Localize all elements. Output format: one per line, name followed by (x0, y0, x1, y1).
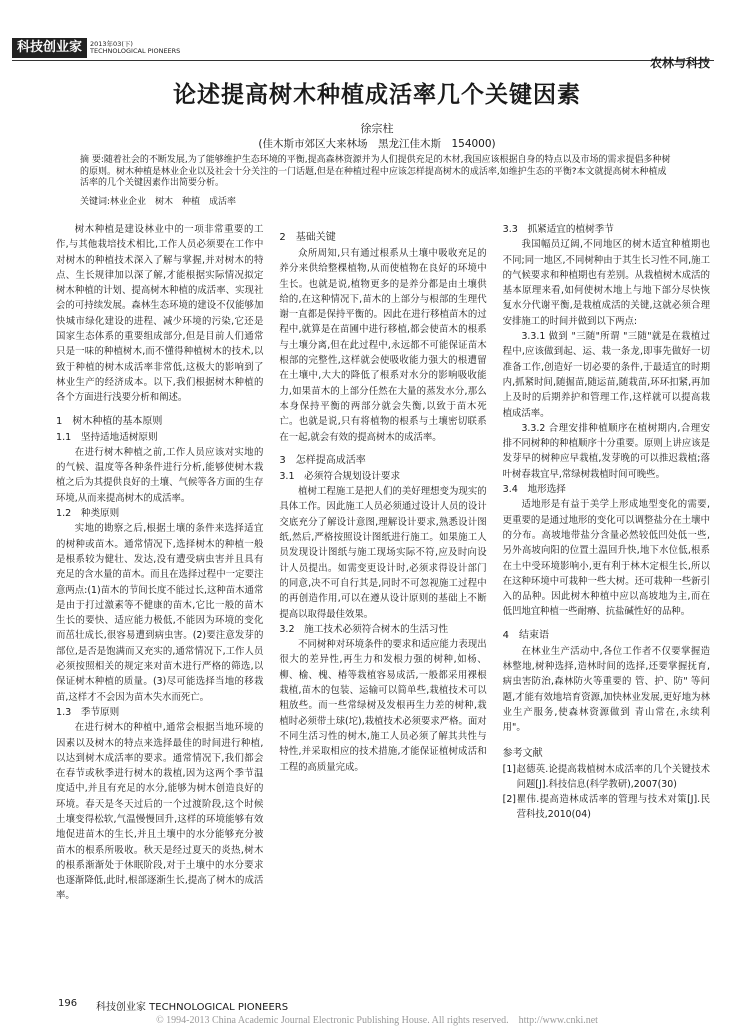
article-affiliation: (佳木斯市郊区大来林场 黑龙江佳木斯 154000) (258, 138, 496, 150)
section-heading: 4 结束语 (502, 629, 550, 641)
paragraph: 实地的勘察之后,根据土壤的条件来选择适宜的树种或苗木。通常情况下,选择树木的种植一般是根系较为健壮、发达,没有遭受病虫害并且具有充足的含水量的苗木。而且在选择过程中一定要注意两点:(1)苗木的节间长度不能过长,这种苗木通常是由于打过激素等不健康的苗木,它比一般的苗木生长的要快、适应能力极低,不能因为环境的变化而茁壮成长,很容易遭到病虫害。(2)要注意发芽的部位,是否是饱满而又充实的,通常情况下,工作人员必须按照相关的规定来对苗木进行严格的筛选,以保证树木种植的质量。(3)尽可能选择当地的移栽苗,这样才不会因为苗木失水而死亡。 (56, 523, 264, 703)
paragraph: 在林业生产活动中,各位工作者不仅要掌握造林整地,树种选择,造林时间的选择,还要掌握抚育,病虫害防治,森林防火等重要的 管、护、防" 等问题,才能有效地培育资源,加快林业发展,更好地为林业生产服务,使森林资源做到 青山常在,永续利用"。 (502, 645, 710, 734)
paragraph: 不同树种对环境条件的要求和适应能力表现出很大的差异性,再生力和发根力强的树种,如杨、柳、榆、槐、椿等栽植容易成活,一般都采用裸根栽植,苗木的包装、运输可以简单些,栽植技术可以粗放些。而一些常绿树及发根再生力差的树种,栽植时必须带土球(坨),栽植技术必须要求严格。面对不同生活习性的树木,施工人员必须了解其共性与特性,并采取相应的技术措施,才能保证植树成活和工程的高质量完成。 (279, 639, 487, 773)
column-1 (56, 222, 263, 982)
header-rule (12, 60, 714, 61)
column-2 (279, 222, 486, 982)
paragraph: 树木种植是建设林业中的一项非常重要的工作,与其他栽培技术相比,工作人员必须要在工作中对树木的种植技术深入了解与掌握,并对树木的特点、生长规律加以深了解,才能根据实际情况拟定树木种植的计划、提高树木种植的成活率、实现社会的可持续发展。森林生态环境的建设不仅能够加快城市绿化建设的进程、减少环境的污染,它还是国家生态体系的重要组成部分,但是目前人们通常只是一味的种植树木,而不懂得种植树木的技术,以致于种植的树木成活率非常低,这极大的影响到了林业生产的经济成本。以下,我们根据树木种植的各个方面进行浅要分析和阐述。 (56, 224, 264, 404)
section-label: 农林与科技 (649, 56, 710, 70)
section-heading: 3 怎样提高成活率 (279, 454, 366, 466)
paragraph: 植树工程施工是把人们的美好理想变为现实的具体工作。因此施工人员必须通过设计人员的设计交底充分了解设计意图,理解设计要求,熟悉设计图纸,然后,严格按照设计图纸进行施工。如果施工人员发现设计图纸与施工现场实际不符,应及时向设计人员提出。如需变更设计时,必须求得设计部门的同意,决不可自行其是,同时不可忽视施工过程中的再创造作用,可以在遵从设计原则的基础上不断提高以取得最佳效果。 (279, 486, 487, 620)
article-author: 徐宗柱 (360, 122, 394, 135)
reference-item (503, 762, 710, 793)
paragraph: 适地形是有益于美学上形成地型变化的需要,更重要的是通过地形的变化可以调整盐分在土壤中的分布。高坡地带盐分含量必然较低凹处低一些,另外高坡向阳的位置土温回升快,地下水位低,根系在土中受环境影响小,更有利于林木定根生长,所以在这种环境中可栽种一些大树。还可栽种一些新引入的品种。因此树木种植中应以高坡地为主,而在低凹地宜种植一些耐瘠、抗盐碱性好的品种。 (502, 499, 710, 618)
subsection-heading: 3.3 抓紧适宜的植树季节 (502, 224, 614, 235)
reference-text: 瞿伟.提高造林成活率的管理与技术对策[J].民营科技,2010(04) (516, 794, 710, 821)
paragraph: 3.3.1 做到 "三随"所谓 "三随"就是在栽植过程中,应该做到起、运、栽一条龙,即事先做好一切准备工作,创造好一切必要的条件,于最适宜的时期内,抓紧时间,随掘苗,随运苗,随栽苗,环环扣紧,再加上及时的后期养护和管理工作,这样就可以提高栽植成活率。 (502, 331, 710, 419)
article-abstract: 摘 要:随着社会的不断发展,为了能够维护生态环境的平衡,提高森林资源并为人们提供充足的木材,我国应该根据自身的特点以及市场的需求提倡多种树的原则。树木种植是林业企业以及社会十分关注的一门话题,但是在种植过程中应该怎样提高树木的成活率,如维护生态的平衡?本文就提高树木种植成活率的几个关键因素作出简要分析。 (80, 155, 671, 188)
column-3 (503, 222, 710, 982)
subsection-heading: 1.1 坚持适地适树原则 (56, 431, 158, 443)
magazine-logo: 科技创业家 (12, 38, 87, 58)
page-number: 196 (58, 998, 78, 1009)
copyright-notice: © 1994-2013 China Academic Journal Electronic Publishing House. All rights reserved. http://www.cnki.net (156, 1015, 598, 1026)
paragraph: 在进行树木种植之前,工作人员应该对实地的的气候、温度等各种条件进行分析,能够使树木栽植之后为其提供良好的土壤、气候等各方面的生存环境,从而来提高树木的成活率。 (56, 446, 264, 504)
reference-number: [1] (502, 763, 516, 775)
section-heading: 2 基础关键 (279, 232, 336, 243)
subsection-heading: 1.3 季节原则 (56, 706, 120, 718)
article-keywords: 关键词:林业企业 树木 种植 成活率 (80, 197, 237, 207)
subsection-heading: 3.2 施工技术必须符合树木的生活习性 (279, 623, 449, 635)
footer-magazine: 科技创业家 TECHNOLOGICAL PIONEERS (96, 1002, 289, 1013)
paragraph: 在进行树木的种植中,通常会根据当地环境的因素以及树木的特点来选择最佳的时间进行种植,以达到树木成活率的要求。通常情况下,我们都会在春节或秋季进行树木的栽植,因为这两个季节温度适中,并且有充足的水分,能够为树木创造良好的环境。春天是冬天过后的一个过渡阶段,这个时候土壤变得松软,气温慢慢回升,这样的环境能够有效地促进苗木的生长,并且土壤中的水分能够充分被苗木的根系所吸收。秋天是经过夏天的炎热,树木的根系渐渐处于休眠阶段,对于土壤中的水分要求也逐渐降低,此时,根部逐渐生长,提高了树木的成活率。 (56, 722, 264, 902)
reference-number: [2] (502, 794, 516, 806)
issue-label: 2013年03(下) (90, 40, 133, 48)
paragraph: 众所周知,只有通过根系从土壤中吸收充足的养分来供给整棵植物,从而使植物在良好的环境中生长。也就是说,植物更多的是养分都是由土壤供给的,在这种情况下,苗木的上部分与根部的生理代谢一直都是保持平衡的。因此在进行移植苗木的过程中,就算是在苗圃中进行移植,都会使苗木的根系与土壤分离,但在此过程中,永远都不可能保证苗木根部的完整性,这样就会使吸收能力强大的根遭留在土壤中,大大的降低了根系对水分的影响吸收能力,如果苗木的上部分任然在大量的蒸发水分,那么本身保持平衡的两部分就会失衡,以致于苗木死亡。也就是说,只有将植物的根系与土壤密切联系在一起,就会有效的提高树木的成活率。 (279, 248, 487, 443)
article-title: 论述提高树木种植成活率几个关键因素 (173, 82, 581, 108)
subsection-heading: 3.4 地形选择 (502, 484, 566, 496)
reference-text: 赵德英.论提高栽植树木成活率的几个关键技术问题[J].科技信息(科学教研),2007(30) (516, 763, 710, 790)
masthead-meta (90, 41, 180, 55)
body-columns (56, 222, 710, 982)
subsection-heading: 1.2 种类原则 (56, 508, 120, 520)
subsection-heading: 3.1 必须符合规划设计要求 (279, 470, 401, 482)
references-heading: 参考文献 (502, 747, 543, 759)
reference-item (503, 792, 710, 823)
section-heading: 1 树木种植的基本原则 (56, 415, 163, 427)
magazine-english-name: TECHNOLOGICAL PIONEERS (90, 47, 181, 55)
masthead (12, 38, 180, 58)
paragraph: 3.3.2 合理安排种植顺序在植树期内,合理安排不同树种的种植顺序十分重要。原则上讲应该是发芽早的树种应早栽植,发芽晚的可以推迟栽植;落叶树春栽宜早,常绿树栽植时间可晚些。 (502, 422, 710, 480)
paragraph: 我国幅员辽阔,不同地区的树木适宜种植期也不同;同一地区,不同树种由于其生长习性不同,施工的气候要求和种植期也有差别。从栽植树木成活的基本原理来看,如何使树木地上与地下部分尽快恢复水分代谢平衡,是栽植成活的关键,这就必须合理安排施工的时间并做到以下两点: (502, 239, 710, 327)
